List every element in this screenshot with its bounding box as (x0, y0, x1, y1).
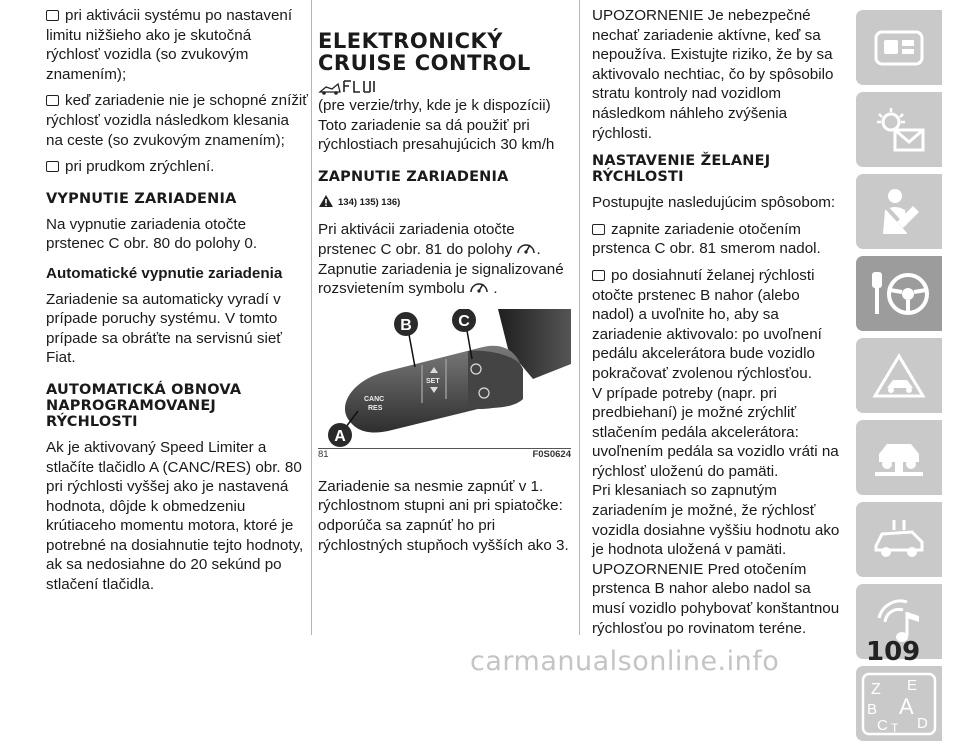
bullet-item: zapnite zariadenie otočením prstenca C obr. 81 smerom nadol. (592, 220, 821, 258)
cruise-gauge-icon (516, 240, 536, 256)
bullet-icon (592, 224, 605, 235)
tab-emergency[interactable] (856, 338, 942, 413)
column-right (592, 6, 842, 638)
emergency-triangle-car-icon (871, 352, 927, 400)
paragraph: UPOZORNENIE Je nebezpečné nechať zariadenie aktívne, keď sa nepoužíva. Existujte riziko, že by sa aktivovalo nechtiac, čo by spôsobilo stratu kontroly nad vozidlom následkom náhleho zvýšenia rýchlosti. (592, 7, 834, 142)
subheading-auto-off: Automatické vypnutie zariadenia (46, 264, 283, 282)
figure-number: 81 (318, 449, 329, 461)
car-dashboard-icon (872, 26, 926, 70)
paragraph: Pri klesaniach so zapnutým zariadením je možné, že rýchlosť vozidla dosiahne vyššiu hodnotu ako je hodnota uložená v pamäti. (592, 482, 840, 559)
bullet-item: po dosiahnutí želanej rýchlosti otočte prstenec B nahor (alebo nadol) a uvoľnite ho, aby sa zariadenie aktivovalo: po uvoľnení pedálu akcelerátora bude vozidlo pokračovať zvolenou rýchlosťou. (592, 266, 822, 382)
fig-label-c: C (458, 312, 470, 330)
paragraph: Pri aktivácii zariadenia otočte prstenec C obr. 81 do polohy . (318, 221, 541, 258)
svg-text:C: C (877, 716, 888, 734)
svg-text:Z: Z (871, 680, 881, 698)
paragraph: Zariadenie sa automaticky vyradí v prípade poruchy systému. V tomto prípade sa obráťte na servisnú sieť Fiat. (46, 290, 282, 367)
bullet-item: keď zariadenie nie je schopné znížiť rýchlosť vozidla následkom klesania na ceste (so zvukovým znamením); (46, 92, 308, 149)
figure-81 (318, 309, 571, 467)
paragraph: Zapnutie zariadenia je signalizované rozsvietením symbolu . (318, 260, 564, 298)
warning-refs: 134) 135) 136) (318, 191, 573, 213)
paragraph: Toto zariadenie sa dá použiť pri rýchlostiach presahujúcich 30 km/h (318, 116, 555, 154)
watermark: carmanualsonline.info (470, 646, 780, 677)
svg-text:B: B (867, 700, 878, 718)
tab-starting-driving[interactable] (856, 256, 942, 331)
svg-text:T: T (891, 720, 899, 735)
paragraph: Zariadenie sa nesmie zapnúť v 1. rýchlostnom stupni ani pri spiatočke: odporúča sa zapnúť ho pri rýchlostných stupňoch vyšších ako 3. (318, 477, 569, 554)
paragraph: Na vypnutie zariadenia otočte prstenec C obr. 80 do polohy 0. (46, 215, 258, 253)
section-title: ELEKTRONICKÝ CRUISE CONTROL (318, 29, 531, 75)
key-steering-wheel-icon (868, 268, 930, 320)
bullet-icon (46, 10, 59, 21)
bullet-icon (592, 270, 605, 281)
bullet-item: pri prudkom zrýchlení. (46, 157, 308, 177)
heading-off: VYPNUTIE ZARIADENIA (46, 190, 237, 207)
warning-icon (318, 194, 334, 208)
bullet-icon (46, 161, 59, 172)
tab-maintenance[interactable] (856, 420, 942, 495)
column-divider (311, 0, 312, 635)
cruise-gauge-icon (469, 279, 489, 295)
fig-res-label: RES (368, 404, 383, 412)
fig-label-b: B (400, 316, 412, 334)
svg-text:D: D (917, 714, 928, 732)
paragraph: Postupujte nasledujúcim spôsobom: (592, 194, 836, 212)
tab-index[interactable] (856, 666, 942, 741)
heading-on: ZAPNUTIE ZARIADENIA (318, 168, 509, 185)
stalk-illustration (318, 309, 571, 449)
seatbelt-person-icon (873, 186, 925, 238)
tab-dashboard[interactable] (856, 10, 942, 85)
column-left (46, 6, 308, 595)
fig-canc-label: CANC (364, 395, 385, 403)
fig-set-label: SET (426, 377, 440, 385)
figure-code: F0S0624 (532, 449, 571, 461)
paragraph: Ak je aktivovaný Speed Limiter a stlačíte tlačidlo A (CANC/RES) obr. 80 pri rýchlosti vyššej ako je nastavená hodnota, dôjde k obmedzeniu krútiaceho momentu motora, ktoré je potrebné na dosiahnutie tejto hodnoty, ak sa nedosiahne do 20 sekúnd po stlačení tlačidla. (46, 438, 304, 594)
tab-safety[interactable] (856, 174, 942, 249)
heading-set-speed: NASTAVENIE ŽELANEJ RÝCHLOSTI (592, 153, 771, 186)
column-divider (579, 0, 580, 635)
car-lift-icon (871, 434, 927, 482)
version-icon (318, 78, 573, 96)
svg-text:E: E (907, 676, 918, 694)
paragraph: UPOZORNENIE Pred otočením prstenca B nahor alebo nadol sa musí vozidlo pohybovať konštantnou rýchlosťou po rovinatom teréne. (592, 560, 840, 637)
tab-lights-messages[interactable] (856, 92, 942, 167)
column-middle (318, 6, 573, 555)
fig-label-a: A (334, 427, 346, 445)
svg-text:A: A (899, 693, 914, 719)
heading-restore: AUTOMATICKÁ OBNOVA NAPROGRAMOVANEJ RÝCHLOSTI (46, 381, 242, 430)
warning-light-message-icon (871, 106, 927, 154)
bullet-icon (46, 95, 59, 106)
car-spec-icon (872, 516, 926, 564)
paragraph: V prípade potreby (napr. pri predbiehaní) je možné zrýchliť stlačením pedála akcelerátora: uvoľnením pedála sa vozidlo vráti na rýchlosť uloženú do pamäti. (592, 384, 839, 480)
alphabet-index-icon (859, 670, 939, 738)
tab-technical-data[interactable] (856, 502, 942, 577)
bullet-item: pri aktivácii systému po nastavení limitu nižšieho ako je skutočná rýchlosť vozidla (so zvukovým znamením); (46, 7, 293, 83)
page-number: 109 (866, 637, 921, 667)
paragraph: (pre verzie/trhy, kde je k dispozícii) (318, 97, 551, 114)
